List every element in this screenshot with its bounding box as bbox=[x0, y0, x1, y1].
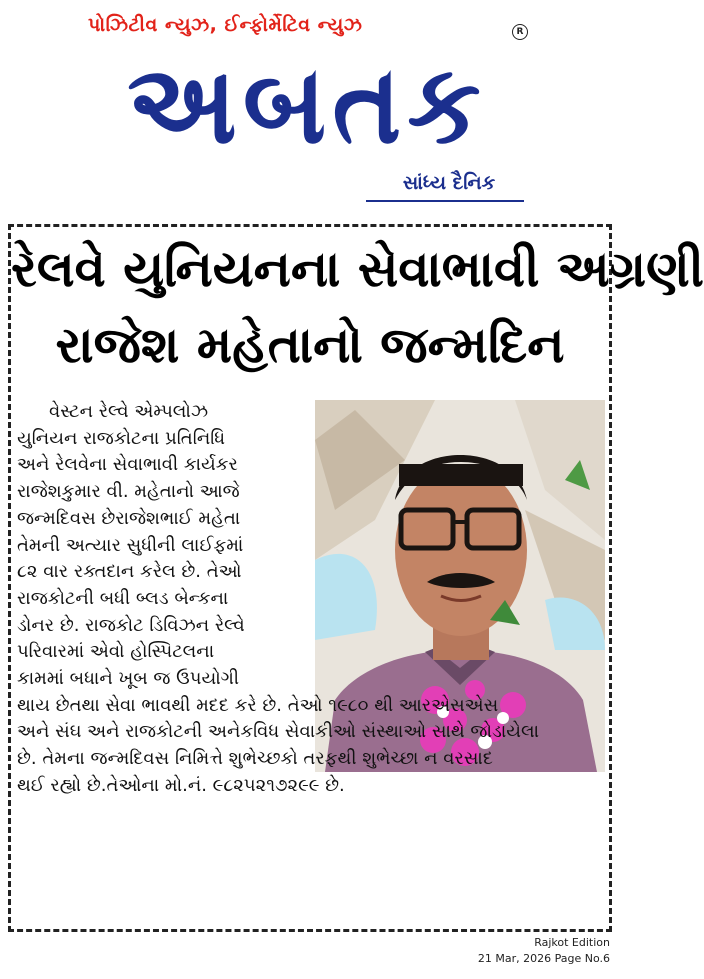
headline-line-2: રાજેશ મહેતાનો જન્મદિન bbox=[55, 316, 565, 374]
body-line: રાજકોટની બધી બ્લડ બેન્કના bbox=[17, 587, 229, 609]
body-line: ૮૨ વાર રક્તદાન કરેલ છે. તેઓ bbox=[17, 561, 242, 583]
body-line: યુનિયન રાજકોટના પ્રતિનિધિ bbox=[17, 427, 226, 449]
edition-label: Rajkot Edition bbox=[534, 936, 610, 949]
newspaper-logo: અબતક bbox=[127, 39, 487, 169]
body-line: તેમની અત્યાર સુધીની લાઈફમાં bbox=[17, 534, 244, 556]
masthead-tagline: પોઝિટીવ ન્યુઝ, ઈન્ફોર્મેટિવ ન્યુઝ bbox=[88, 14, 363, 36]
body-line: વેસ્ટન રેલ્વે એમ્પલોઝ bbox=[49, 401, 209, 422]
article-body-wide-column bbox=[17, 693, 597, 800]
body-line: થઈ રહ્યો છે.તેઓના મો.નં. ૯૮૨૫૨૧૭૨૯૯ છે. bbox=[17, 774, 345, 796]
body-line: જન્મદિવસ છેરાજેશભાઈ મહેતા bbox=[17, 507, 241, 529]
edition-type-label: સાંધ્ય દૈનિક bbox=[402, 172, 496, 194]
body-line: અને રેલવેના સેવાભાવી કાર્યકર bbox=[17, 454, 238, 476]
body-line: ડોનર છે. રાજકોટ ડિવિઝન રેલ્વે bbox=[17, 614, 245, 636]
article-box bbox=[8, 224, 704, 932]
registered-trademark-icon: R bbox=[512, 24, 528, 40]
date-page-label: 21 Mar, 2026 Page No.6 bbox=[477, 952, 610, 965]
body-line: થાય છેતથા સેવા ભાવથી મદદ કરે છે. તેઓ ૧૯૮૦ થી આરએસએસ bbox=[17, 694, 499, 716]
body-line: અને સંઘ અને રાજકોટની અનેકવિધ સેવાકીઓ સંસ્થાઓ સાથે જોડાયેલા bbox=[17, 721, 540, 743]
headline-line-1: રેલવે યુનિયનના સેવાભાવી અગ્રણી bbox=[11, 240, 704, 298]
article-body bbox=[17, 399, 597, 800]
body-line: રાજેશકુમાર વી. મહેતાનો આજે bbox=[17, 481, 240, 503]
edition-underline bbox=[366, 200, 524, 202]
body-line: કામમાં બધાને ખૂબ જ ઉપયોગી bbox=[17, 668, 240, 690]
body-line: પરિવારમાં એવો હોસ્પિટલના bbox=[17, 641, 215, 663]
body-line: છે. તેમના જન્મદિવસ નિમિત્તે શુભેચ્છકો તરફથી શુભેચ્છા ન વરસાદ bbox=[17, 748, 493, 770]
masthead bbox=[0, 0, 620, 210]
article-body-narrow-column bbox=[17, 399, 309, 693]
page-footer bbox=[478, 935, 610, 967]
